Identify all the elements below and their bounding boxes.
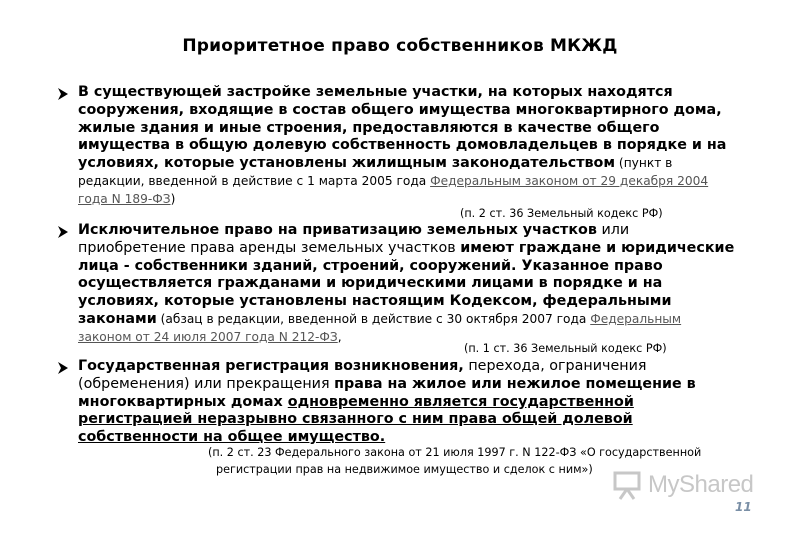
law-link-189[interactable]: Федеральным законом от 29 декабря 2004 года N 189-ФЗ [78, 173, 709, 206]
bullet-2-bold-2: имеют граждане и юридические лица - собственники зданий, строений, сооружений. Указанное право осуществляется гражданами и юридическими лицами в порядке и на условиях, которые установлены настоящим Кодексом, федеральными законами [78, 239, 735, 327]
law-link-212[interactable]: Федеральным законом от 24 июля 2007 года N 212-ФЗ [78, 311, 682, 344]
bullet-1-note-end: ) [170, 191, 176, 206]
bullet-item-2 [56, 222, 756, 347]
source-citation-3-line-1: (п. 2 ст. 23 Федерального закона от 21 июля 1997 г. N 122-ФЗ «О государственной [208, 446, 702, 459]
source-citation-1: (п. 2 ст. 36 Земельный кодекс РФ) [460, 207, 663, 220]
bullet-2-note: (абзац в редакции, введенной в действие с 30 октября 2007 года [156, 311, 591, 326]
arrow-bullet-icon [56, 87, 70, 101]
bullet-3-normal-1: перехода, ограничения (обременения) или прекращения [78, 358, 647, 392]
bullet-3-bold-underlined: одновременно является государственной регистрацией неразрывно связанного с ним права общей долевой собственности на общее имущество. [78, 393, 634, 446]
bullet-item-1 [56, 84, 756, 209]
bullet-text-2 [78, 222, 738, 347]
bullet-2-bold-1: Исключительное право на приватизацию земельных участков [78, 222, 597, 238]
watermark-text: MyShared [648, 471, 754, 498]
watermark [612, 470, 772, 500]
source-citation-3-line-2: регистрации прав на недвижимое имущество и сделок с ним») [216, 463, 593, 476]
slide-title: Приоритетное право собственников МКЖД [182, 36, 618, 56]
bullet-1-bold: В существующей застройке земельные участки, на которых находятся сооружения, входящие в состав общего имущества многоквартирного дома, жилые здания и иные строения, предоставляются в качестве общего имущества в общую долевую собственность домовладельцев в порядке и на условиях, которые установлены жилищным законодательством [78, 84, 727, 172]
source-citation-2: (п. 1 ст. 36 Земельный кодекс РФ) [464, 342, 667, 355]
bullet-text-1 [78, 84, 738, 209]
arrow-bullet-icon [56, 225, 70, 239]
arrow-bullet-icon [56, 361, 70, 375]
page-number: 11 [735, 500, 752, 514]
bullet-item-3 [56, 358, 756, 447]
bullet-2-note-end: , [337, 329, 342, 344]
bullet-3-bold-2: права на жилое или нежилое помещение в многоквартирных домах [78, 375, 696, 410]
bullet-3-bold-1: Государственная регистрация возникновения, [78, 358, 464, 374]
bullet-text-3 [78, 358, 738, 447]
bullet-1-note: (пункт в редакции, введенной в действие с 1 марта 2005 года [78, 156, 673, 188]
bullet-2-normal-1: или приобретение права аренды земельных участков [78, 222, 630, 256]
presentation-board-icon [612, 470, 644, 500]
